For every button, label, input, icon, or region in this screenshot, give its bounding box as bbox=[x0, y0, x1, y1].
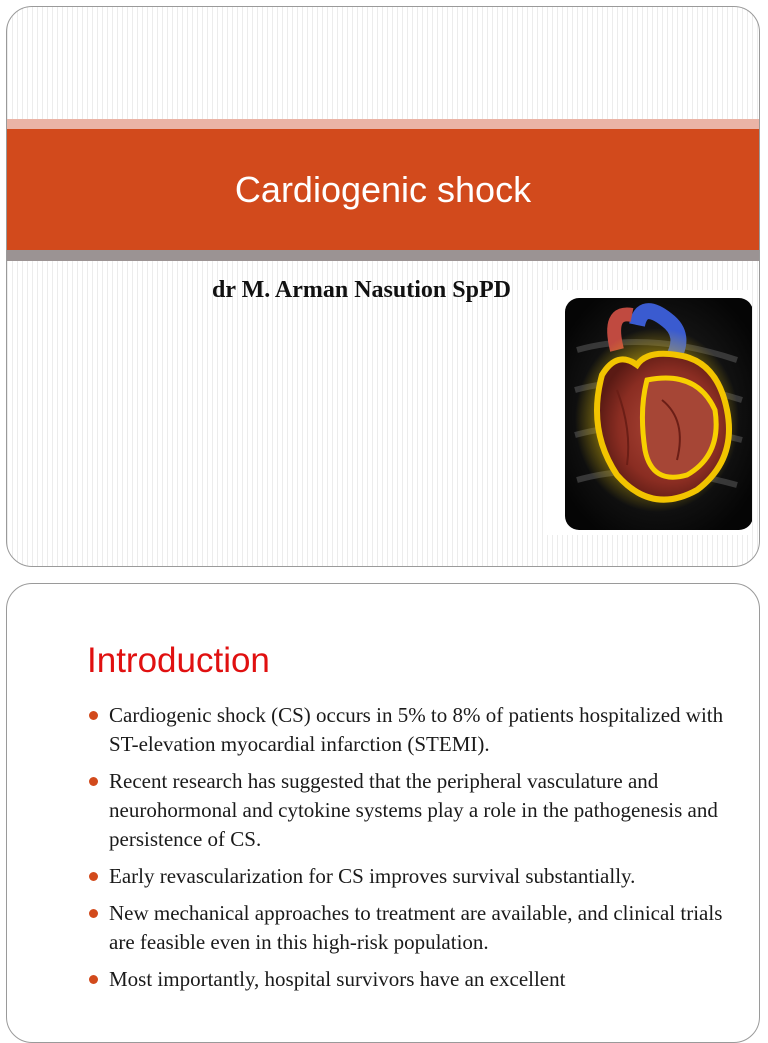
bullet-list bbox=[87, 701, 737, 1002]
bullet-text: Most importantly, hospital survivors have an excellent bbox=[109, 967, 566, 991]
title-slide bbox=[6, 6, 760, 567]
bullet-text: Cardiogenic shock (CS) occurs in 5% to 8% of patients hospitalized with ST-elevation myocardial infarction (STEMI). bbox=[109, 703, 724, 756]
bullet-icon bbox=[89, 777, 98, 786]
bullet-icon bbox=[89, 975, 98, 984]
list-item bbox=[87, 767, 737, 854]
title-band-top bbox=[7, 119, 759, 129]
slide-title: Cardiogenic shock bbox=[234, 168, 532, 210]
heart-image bbox=[547, 290, 752, 535]
title-band-bottom bbox=[7, 250, 759, 261]
list-item bbox=[87, 899, 737, 957]
bullet-icon bbox=[89, 711, 98, 720]
bullet-icon bbox=[89, 909, 98, 918]
list-item bbox=[87, 862, 737, 891]
list-item bbox=[87, 701, 737, 759]
heart-illustration-icon bbox=[547, 290, 752, 535]
bullet-text: Recent research has suggested that the peripheral vasculature and neurohormonal and cytokine systems play a role in the pathogenesis and persistence of CS. bbox=[109, 769, 718, 851]
author-name: dr M. Arman Nasution SpPD bbox=[212, 277, 511, 303]
introduction-slide bbox=[6, 583, 760, 1043]
slide-heading: Introduction bbox=[87, 641, 270, 680]
bullet-text: Early revascularization for CS improves survival substantially. bbox=[109, 864, 636, 888]
bullet-icon bbox=[89, 872, 98, 881]
list-item bbox=[87, 965, 737, 994]
bullet-text: New mechanical approaches to treatment are available, and clinical trials are feasible even in this high-risk population. bbox=[109, 901, 723, 954]
